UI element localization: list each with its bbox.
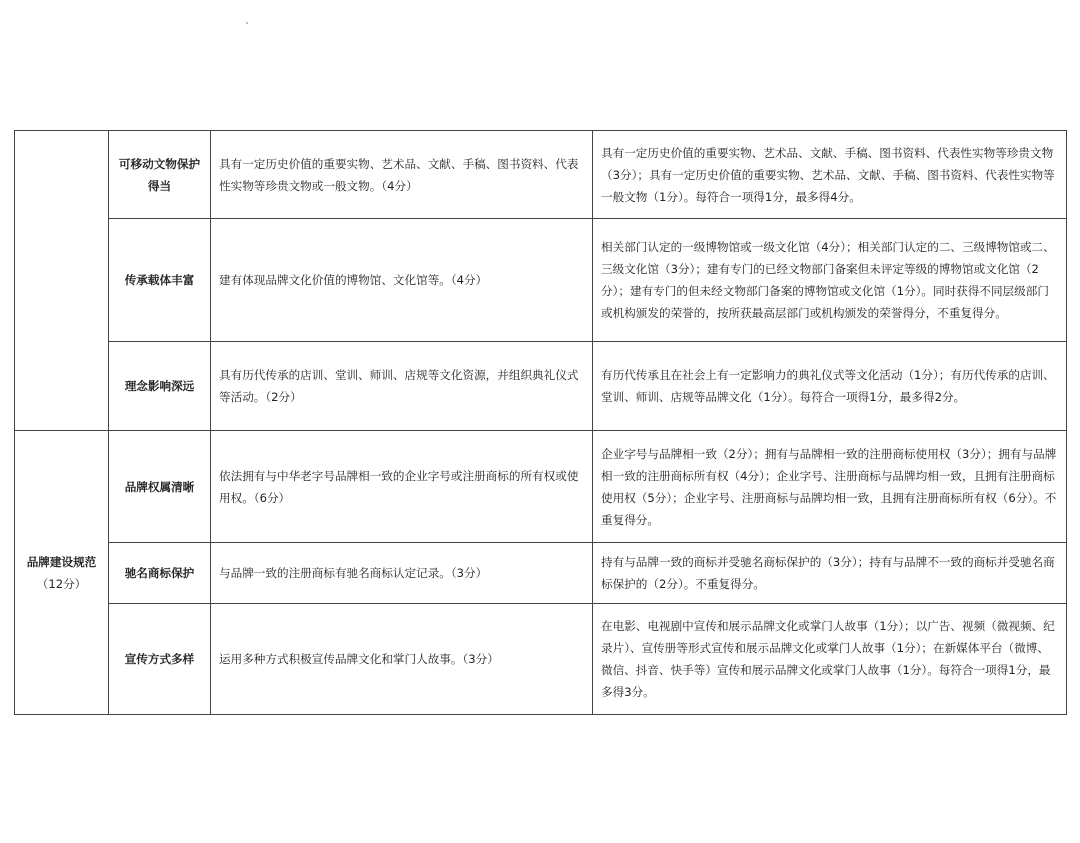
table-row <box>15 543 1067 604</box>
category-label: 品牌建设规范 <box>26 554 97 569</box>
criterion-text: 建有体现品牌文化价值的博物馆、文化馆等。（4分） <box>211 219 593 342</box>
criterion-text: 具有一定历史价值的重要实物、艺术品、文献、手稿、图书资料、代表性实物等珍贵文物或一般文物。（4分） <box>211 131 593 219</box>
table-row <box>15 604 1067 715</box>
item-name: 理念影响深远 <box>109 342 211 431</box>
item-name: 可移动文物保护得当 <box>109 131 211 219</box>
category-score: （12分） <box>36 576 87 591</box>
criterion-text: 具有历代传承的店训、堂训、师训、店规等文化资源，并组织典礼仪式等活动。（2分） <box>211 342 593 431</box>
category-cell <box>15 431 109 715</box>
scan-speck <box>246 22 248 24</box>
table-row <box>15 131 1067 219</box>
scoring-rule-text: 企业字号与品牌相一致（2分）；拥有与品牌相一致的注册商标使用权（3分）；拥有与品牌相一致的注册商标所有权（4分）；企业字号、注册商标与品牌均相一致，且拥有注册商标使用权（5分）；企业字号、注册商标与品牌均相一致，且拥有注册商标所有权（6分）。不重复得分。 <box>593 431 1067 543</box>
item-name: 宣传方式多样 <box>109 604 211 715</box>
category-cell <box>15 131 109 431</box>
criterion-text: 与品牌一致的注册商标有驰名商标认定记录。（3分） <box>211 543 593 604</box>
table-row <box>15 219 1067 342</box>
item-name: 品牌权属清晰 <box>109 431 211 543</box>
scoring-rule-text: 在电影、电视剧中宣传和展示品牌文化或掌门人故事（1分）；以广告、视频（微视频、纪录片）、宣传册等形式宣传和展示品牌文化或掌门人故事（1分）；在新媒体平台（微博、微信、抖音、快手等）宣传和展示品牌文化或掌门人故事（1分）。每符合一项得1分，最多得3分。 <box>593 604 1067 715</box>
scoring-rule-text: 具有一定历史价值的重要实物、艺术品、文献、手稿、图书资料、代表性实物等珍贵文物（3分）；具有一定历史价值的重要实物、艺术品、文献、手稿、图书资料、代表性实物等一般文物（1分）。每符合一项得1分，最多得4分。 <box>593 131 1067 219</box>
scoring-rule-text: 有历代传承且在社会上有一定影响力的典礼仪式等文化活动（1分）；有历代传承的店训、堂训、师训、店规等品牌文化（1分）。每符合一项得1分，最多得2分。 <box>593 342 1067 431</box>
item-name: 驰名商标保护 <box>109 543 211 604</box>
criterion-text: 依法拥有与中华老字号品牌相一致的企业字号或注册商标的所有权或使用权。（6分） <box>211 431 593 543</box>
criterion-text: 运用多种方式积极宣传品牌文化和掌门人故事。（3分） <box>211 604 593 715</box>
scoring-table <box>14 130 1067 715</box>
scoring-rule-text: 持有与品牌一致的商标并受驰名商标保护的（3分）；持有与品牌不一致的商标并受驰名商标保护的（2分）。不重复得分。 <box>593 543 1067 604</box>
table-row <box>15 431 1067 543</box>
item-name: 传承载体丰富 <box>109 219 211 342</box>
scoring-rule-text: 相关部门认定的一级博物馆或一级文化馆（4分）；相关部门认定的二、三级博物馆或二、三级文化馆（3分）；建有专门的已经文物部门备案但未评定等级的博物馆或文化馆（2分）；建有专门的但未经文物部门备案的博物馆或文化馆（1分）。同时获得不同层级部门或机构颁发的荣誉的，按所获最高层部门或机构颁发的荣誉得分，不重复得分。 <box>593 219 1067 342</box>
table-row <box>15 342 1067 431</box>
